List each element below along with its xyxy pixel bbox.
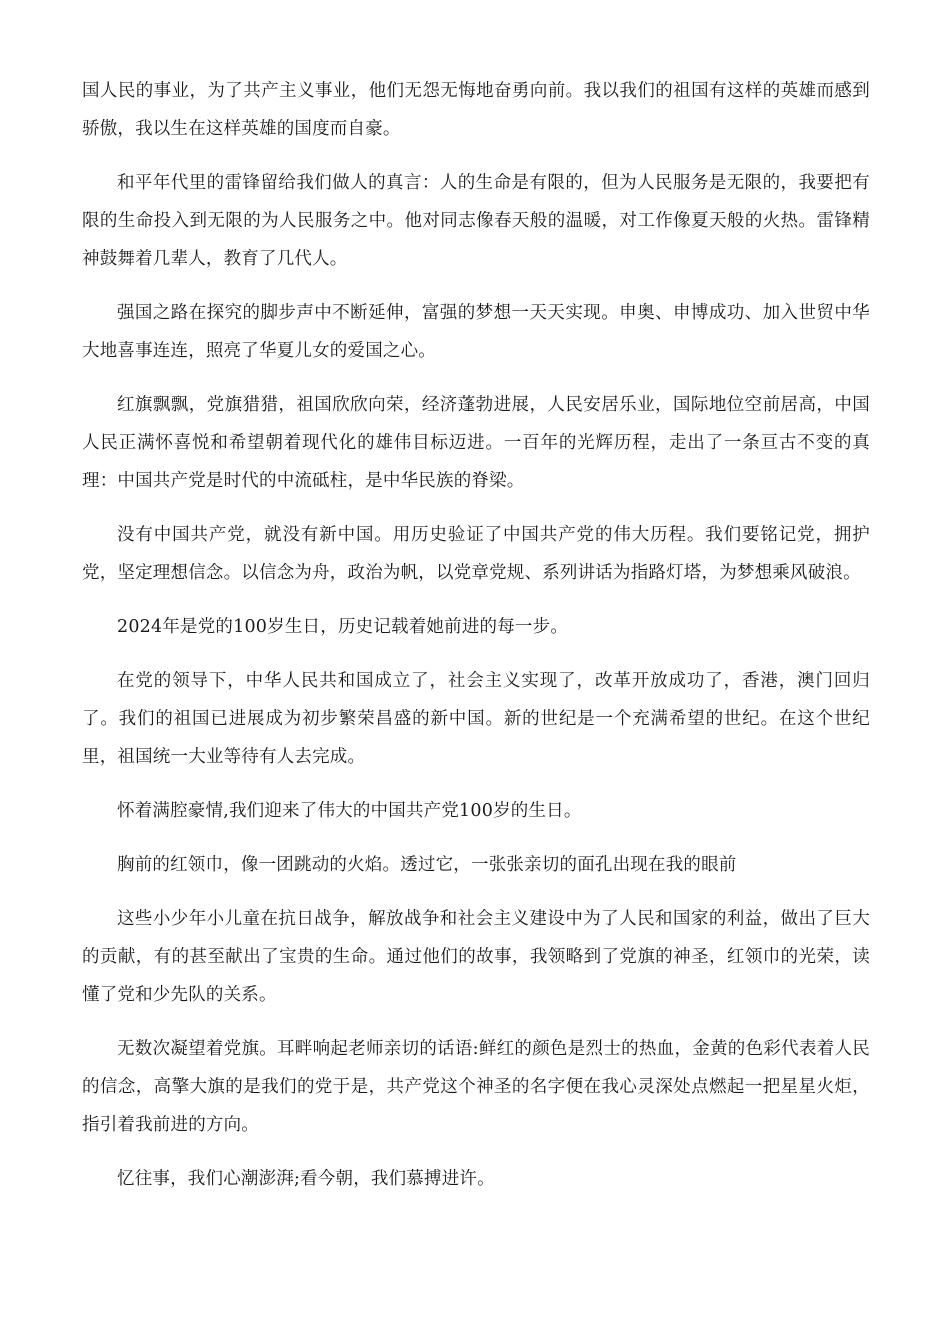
paragraph: 忆往事，我们心潮澎湃;看今朝，我们慕搏进许。: [117, 1169, 495, 1189]
paragraph: 胸前的红领巾，像一团跳动的火焰。透过它，一张张亲切的面孔出现在我的眼前: [117, 855, 737, 875]
paragraph: 和平年代里的雷锋留给我们做人的真言：人的生命是有限的，但为人民服务是无限的，我要把有限的生命投入到无限的为人民服务之中。他对同志像春天般的温暖，对工作像夏天般的火热。雷锋精神鼓舞着几辈人，教育了几代人。: [82, 173, 870, 269]
paragraph: 国人民的事业，为了共产主义事业，他们无怨无悔地奋勇向前。我以我们的祖国有这样的英雄而感到骄傲，我以生在这样英雄的国度而自豪。: [82, 81, 870, 139]
paragraph: 红旗飘飘，党旗猎猎，祖国欣欣向荣，经济蓬勃进展，人民安居乐业，国际地位空前居高，中国人民正满怀喜悦和希望朝着现代化的雄伟目标迈进。一百年的光辉历程，走出了一条亘古不变的真理：中国共产党是时代的中流砥柱，是中华民族的脊梁。: [82, 395, 870, 491]
paragraph: 在党的领导下，中华人民共和国成立了，社会主义实现了，改革开放成功了，香港，澳门回归了。我们的祖国已进展成为初步繁荣昌盛的新中国。新的世纪是一个充满希望的世纪。在这个世纪里，祖国统一大业等待有人去完成。: [82, 671, 870, 767]
paragraph: 无数次凝望着党旗。耳畔响起老师亲切的话语:鲜红的颜色是烈士的热血，金黄的色彩代表着人民的信念，高擎大旗的是我们的党于是，共产党这个神圣的名字便在我心灵深处点燃起一把星星火炬，指引着我前进的方向。: [82, 1039, 870, 1135]
paragraph: 这些小少年小儿童在抗日战争，解放战争和社会主义建设中为了人民和国家的利益，做出了巨大的贡献，有的甚至献出了宝贵的生命。通过他们的故事，我领略到了党旗的神圣，红领巾的光荣，读懂了党和少先队的关系。: [82, 909, 870, 1005]
paragraph: 没有中国共产党，就没有新中国。用历史验证了中国共产党的伟大历程。我们要铭记党，拥护党，坚定理想信念。以信念为舟，政治为帆，以党章党规、系列讲话为指路灯塔，为梦想乘风破浪。: [82, 525, 870, 583]
paragraph: 2024年是党的100岁生日，历史记载着她前进的每一步。: [117, 617, 569, 637]
paragraph: 强国之路在探究的脚步声中不断延伸，富强的梦想一天天实现。申奥、申博成功、加入世贸中华大地喜事连连，照亮了华夏儿女的爱国之心。: [82, 303, 870, 361]
paragraph: 怀着满腔豪情,我们迎来了伟大的中国共产党100岁的生日。: [117, 801, 582, 821]
document-body: [82, 72, 870, 1214]
